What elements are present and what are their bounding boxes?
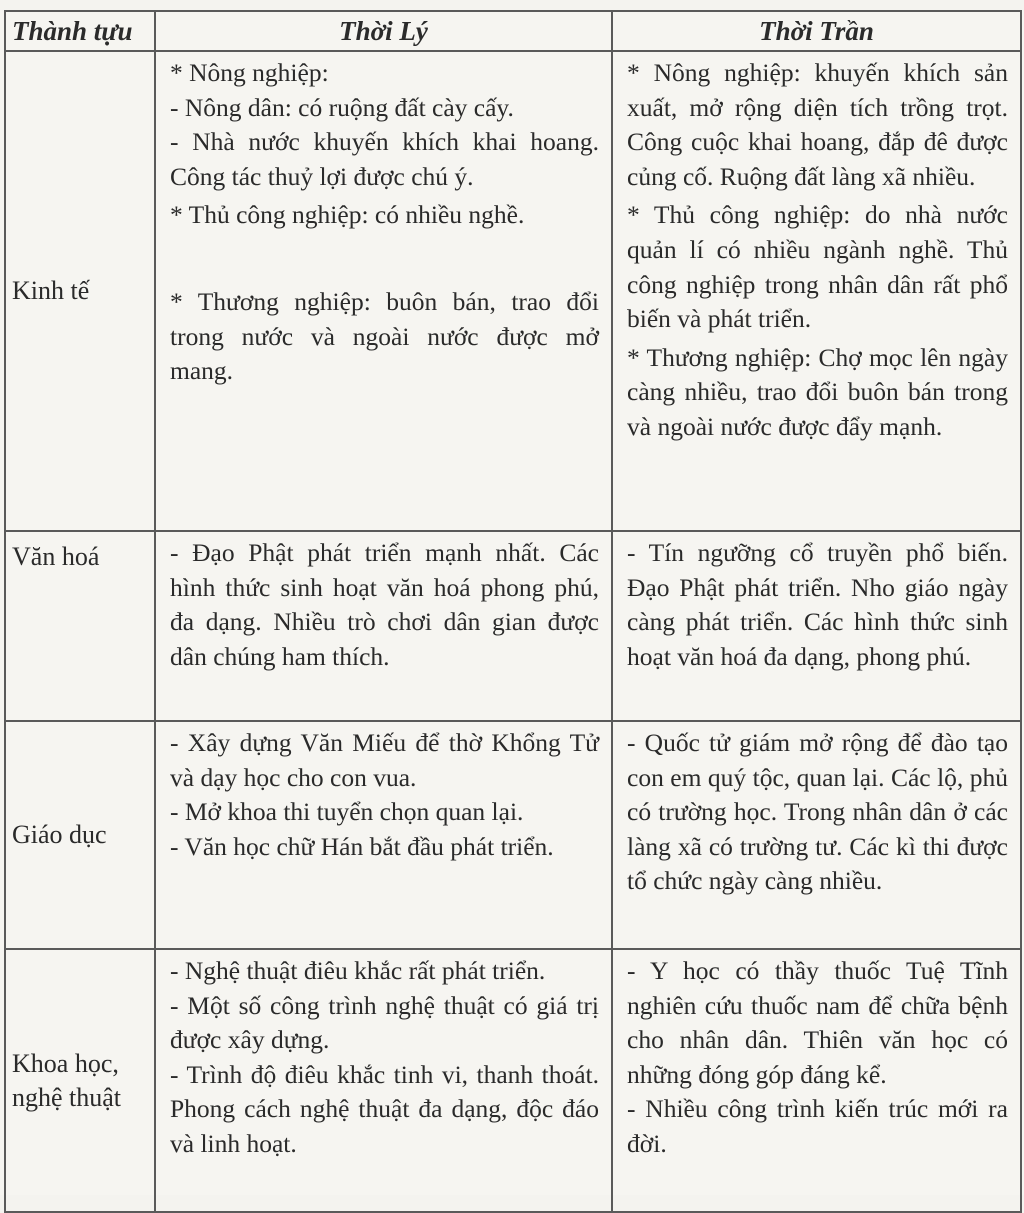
cell-paragraph: * Thương nghiệp: buôn bán, trao đổi trong nước và ngoài nước được mở mang. (170, 286, 599, 386)
header-ly-dynasty: Thời Lý (155, 11, 612, 51)
header-row (5, 11, 1021, 51)
category-cell: Giáo dục (5, 721, 155, 949)
tran-cell (612, 531, 1021, 721)
ly-cell (155, 531, 612, 721)
category-cell: Kinh tế (5, 51, 155, 531)
header-tran-dynasty: Thời Trần (612, 11, 1021, 51)
cell-paragraph: * Thủ công nghiệp: có nhiều nghề. (170, 200, 525, 230)
cell-paragraph: - Trình độ điêu khắc tinh vi, thanh thoát. Phong cách nghệ thuật đa dạng, độc đáo và linh hoạt. (170, 1059, 599, 1158)
cell-paragraph: - Nông dân: có ruộng đất cày cấy. (170, 92, 514, 122)
cell-paragraph: - Quốc tử giám mở rộng để đào tạo con em quý tộc, quan lại. Các lộ, phủ có trường học. Trong nhân dân ở các làng xã có trường tư. Các kì thi được tổ chức ngày càng nhiều. (627, 728, 1008, 896)
cell-paragraph: - Tín ngưỡng cổ truyền phổ biến. Đạo Phật phát triển. Nho giáo ngày càng phát triển. Các hình thức sinh hoạt văn hoá đa dạng, phong phú. (627, 538, 1008, 671)
cell-paragraph: - Đạo Phật phát triển mạnh nhất. Các hình thức sinh hoạt văn hoá phong phú, đa dạng. Nhiều trò chơi dân gian được dân chúng ham thích. (170, 538, 599, 671)
header-achievement: Thành tựu (5, 11, 155, 51)
table-row-education (5, 721, 1021, 949)
table-row-science-art (5, 949, 1021, 1212)
cell-paragraph: - Xây dựng Văn Miếu để thờ Khổng Tử và dạy học cho con vua. (170, 728, 599, 792)
table-row-culture (5, 531, 1021, 721)
tran-cell (612, 51, 1021, 531)
cell-paragraph: - Nghệ thuật điêu khắc rất phát triển. (170, 956, 546, 985)
tran-cell (612, 949, 1021, 1212)
table-row-economy (5, 51, 1021, 531)
category-cell: Khoa học, nghệ thuật (5, 949, 155, 1212)
cell-paragraph: - Nhà nước khuyến khích khai hoang. Công tác thuỷ lợi được chú ý. (170, 127, 599, 191)
cell-paragraph: - Mở khoa thi tuyển chọn quan lại. (170, 797, 524, 827)
ly-cell (155, 721, 612, 949)
document-page (0, 10, 1024, 1195)
cell-paragraph: * Thương nghiệp: Chợ mọc lên ngày càng nhiều, trao đổi buôn bán trong và ngoài nước được đẩy mạnh. (627, 342, 1008, 441)
cell-paragraph: * Thủ công nghiệp: do nhà nước quản lí có nhiều ngành nghề. Thủ công nghiệp trong nhân dân rất phổ biến và phát triển. (627, 200, 1008, 334)
tran-cell (612, 721, 1021, 949)
cell-paragraph: - Nhiều công trình kiến trúc mới ra đời. (627, 1094, 1008, 1158)
achievements-comparison-table (4, 10, 1022, 1213)
cell-paragraph: * Nông nghiệp: khuyến khích sản xuất, mở rộng diện tích trồng trọt. Công cuộc khai hoang, đắp đê được củng cố. Ruộng đất làng xã nhiều. (627, 58, 1008, 191)
cell-paragraph: - Y học có thầy thuốc Tuệ Tĩnh nghiên cứu thuốc nam để chữa bệnh cho nhân dân. Thiên văn học có những đóng góp đáng kể. (627, 956, 1008, 1089)
cell-paragraph: - Văn học chữ Hán bắt đầu phát triển. (170, 831, 554, 861)
category-cell: Văn hoá (5, 531, 155, 721)
cell-paragraph: - Một số công trình nghệ thuật có giá trị được xây dựng. (170, 990, 599, 1055)
ly-cell (155, 949, 612, 1212)
ly-cell (155, 51, 612, 531)
cell-paragraph: * Nông nghiệp: (170, 58, 329, 87)
